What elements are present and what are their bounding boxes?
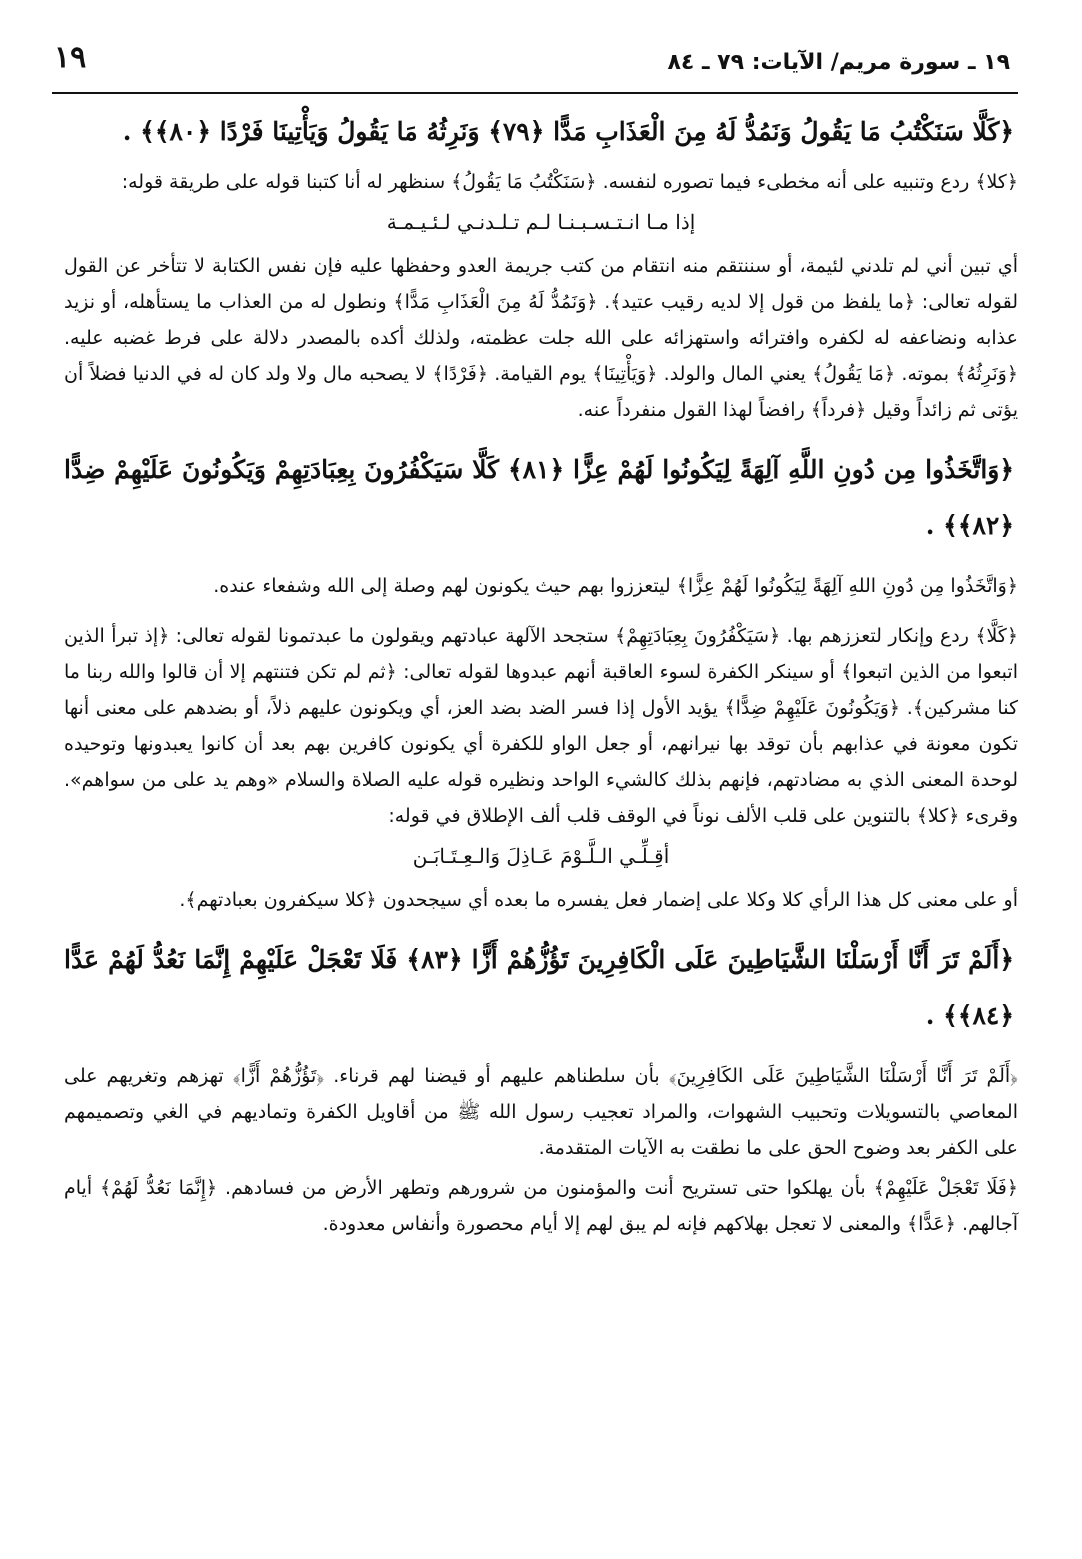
- quran-verse-79-80: ﴿كَلَّا سَنَكْتُبُ مَا يَقُولُ وَنَمُدُّ لَهُ مِنَ الْعَذَابِ مَدًّا ﴿٧٩﴾ وَنَرِثُهُ مَا يَقُولُ وَيَأْتِينَا فَرْدًا ﴿٨٠﴾﴾ .: [122, 117, 1014, 146]
- commentary-paragraph: ﴿فَلَا تَعْجَلْ عَلَيْهِمْ﴾ بأن يهلكوا حتى تستريح أنت والمؤمنون من شرورهم وتطهر الأرض من فسادهم. ﴿إِنَّمَا نَعُدُّ لَهُمْ﴾ أيام آجالهم. ﴿عَدًّا﴾ والمعنى لا تعجل بهلاكهم فإنه لم يبق لهم إلا أيام محصورة وأنفاس معدودة.: [64, 1177, 1018, 1235]
- commentary-paragraph: أو على معنى كل هذا الرأي كلا وكلا على إضمار فعل يفسره ما بعده أي سيجحدون ﴿كلا سيكفرون بعبادتهم﴾.: [179, 889, 1018, 911]
- header-rule: [52, 92, 1018, 94]
- commentary-paragraph: ﴿وَاتَّخَذُوا مِن دُونِ اللهِ آلِهَةً لِيَكُونُوا لَهُمْ عِزًّا﴾ ليتعززوا بهم حيث يكونون لهم وصلة إلى الله وشفعاء عنده.: [213, 575, 1018, 597]
- poetry-line: إذا مـا انـتـسـبـنـا لـم تـلـدنـي لـئـيـمـة: [386, 210, 696, 234]
- commentary-paragraph: ﴿أَلَمْ تَرَ أَنَّا أَرْسَلْنَا الشَّيَاطِينَ عَلَى الكَافِرِينَ﴾ بأن سلطناهم عليهم أو قيضنا لهم قرناء. ﴿تَؤُزُّهُمْ أَزًّا﴾ تهزهم وتغريهم على المعاصي بالتسويلات وتحبيب الشهوات، والمراد تعجيب رسول الله ﷺ من أقاويل الكفرة وتماديهم في الغي وتصميمهم على الكفر بعد وضوح الحق على ما نطقت به الآيات المتقدمة.: [64, 1065, 1018, 1159]
- running-title: ١٩ ـ سورة مريم/ الآيات: ٧٩ ـ ٨٤: [667, 50, 1010, 75]
- poetry-line: أقِـلِّـي الـلَّـوْمَ عَـاذِلَ وَالـعِـتَـابَـن: [412, 844, 670, 868]
- page-body: [64, 104, 1018, 1242]
- quran-verse-81-82: ﴿وَاتَّخَذُوا مِن دُونِ اللَّهِ آلِهَةً لِيَكُونُوا لَهُمْ عِزًّا ﴿٨١﴾ كَلَّا سَيَكْفُرُونَ بِعِبَادَتِهِمْ وَيَكُونُونَ عَلَيْهِمْ ضِدًّا ﴿٨٢﴾﴾ .: [64, 455, 1014, 540]
- commentary-paragraph: أي تبين أني لم تلدني لئيمة، أو سننتقم منه انتقام من كتب جريمة العدو وحفظها عليه فإن نفس الكتابة لا تتأخر عن القول لقوله تعالى: ﴿ما يلفظ من قول إلا لديه رقيب عتيد﴾. ﴿وَنَمُدُّ لَهُ مِنَ الْعَذَابِ مَدًّا﴾ ونطول له من العذاب ما يستأهله، أو نزيد عذابه ونضاعفه له لكفره وافترائه واستهزائه على الله جلت عظمته، ولذلك أكده بالمصدر دلالة على فرط غضبه عليه. ﴿وَنَرِثُهُ﴾ بموته. ﴿مَا يَقُولُ﴾ يعني المال والولد. ﴿وَيَأْتِينَا﴾ يوم القيامة. ﴿فَرْدًا﴾ لا يصحبه مال ولا ولد كان له في الدنيا فضلاً أن يؤتى ثم زائداً وقيل ﴿فرداً﴾ رافضاً لهذا القول منفرداً عنه.: [64, 255, 1018, 421]
- page-number: ١٩: [54, 40, 87, 75]
- commentary-paragraph: ﴿كلا﴾ ردع وتنبيه على أنه مخطىء فيما تصوره لنفسه. ﴿سَنَكْتُبُ مَا يَقُولُ﴾ سنظهر له أنا كتبنا قوله على طريقة قوله:: [121, 171, 1018, 193]
- quran-verse-83-84: ﴿أَلَمْ تَرَ أَنَّا أَرْسَلْنَا الشَّيَاطِينَ عَلَى الْكَافِرِينَ تَؤُزُّهُمْ أَزًّا ﴿٨٣﴾ فَلَا تَعْجَلْ عَلَيْهِمْ إِنَّمَا نَعُدُّ لَهُمْ عَدًّا ﴿٨٤﴾﴾ .: [64, 945, 1014, 1030]
- commentary-paragraph: ﴿كَلَّا﴾ ردع وإنكار لتعززهم بها. ﴿سَيَكْفُرُونَ بِعِبَادَتِهِمْ﴾ ستجحد الآلهة عبادتهم ويقولون ما عبدتمونا لقوله تعالى: ﴿إذ تبرأ الذين اتبعوا من الذين اتبعوا﴾ أو سينكر الكفرة لسوء العاقبة أنهم عبدوها لقوله تعالى: ﴿ثم لم تكن فتنتهم إلا أن قالوا والله ربنا ما كنا مشركين﴾. ﴿وَيَكُونُونَ عَلَيْهِمْ ضِدًّا﴾ يؤيد الأول إذا فسر الضد بضد العز، أي ويكونون عليهم ذلاً، أو بضدهم على معنى أنها تكون معونة في عذابهم بأن توقد بها نيرانهم، أو جعل الواو للكفرة أي يكونون كافرين بهم بعد أن كانوا يعبدونها وتوحيده لوحدة المعنى الذي به مضادتهم، فإنهم بذلك كالشيء الواحد ونظيره قوله عليه الصلاة والسلام «وهم يد على من سواهم». وقرىء ﴿كلا﴾ بالتنوين على قلب الألف نوناً في الوقف قلب ألف الإطلاق في قوله:: [64, 625, 1018, 827]
